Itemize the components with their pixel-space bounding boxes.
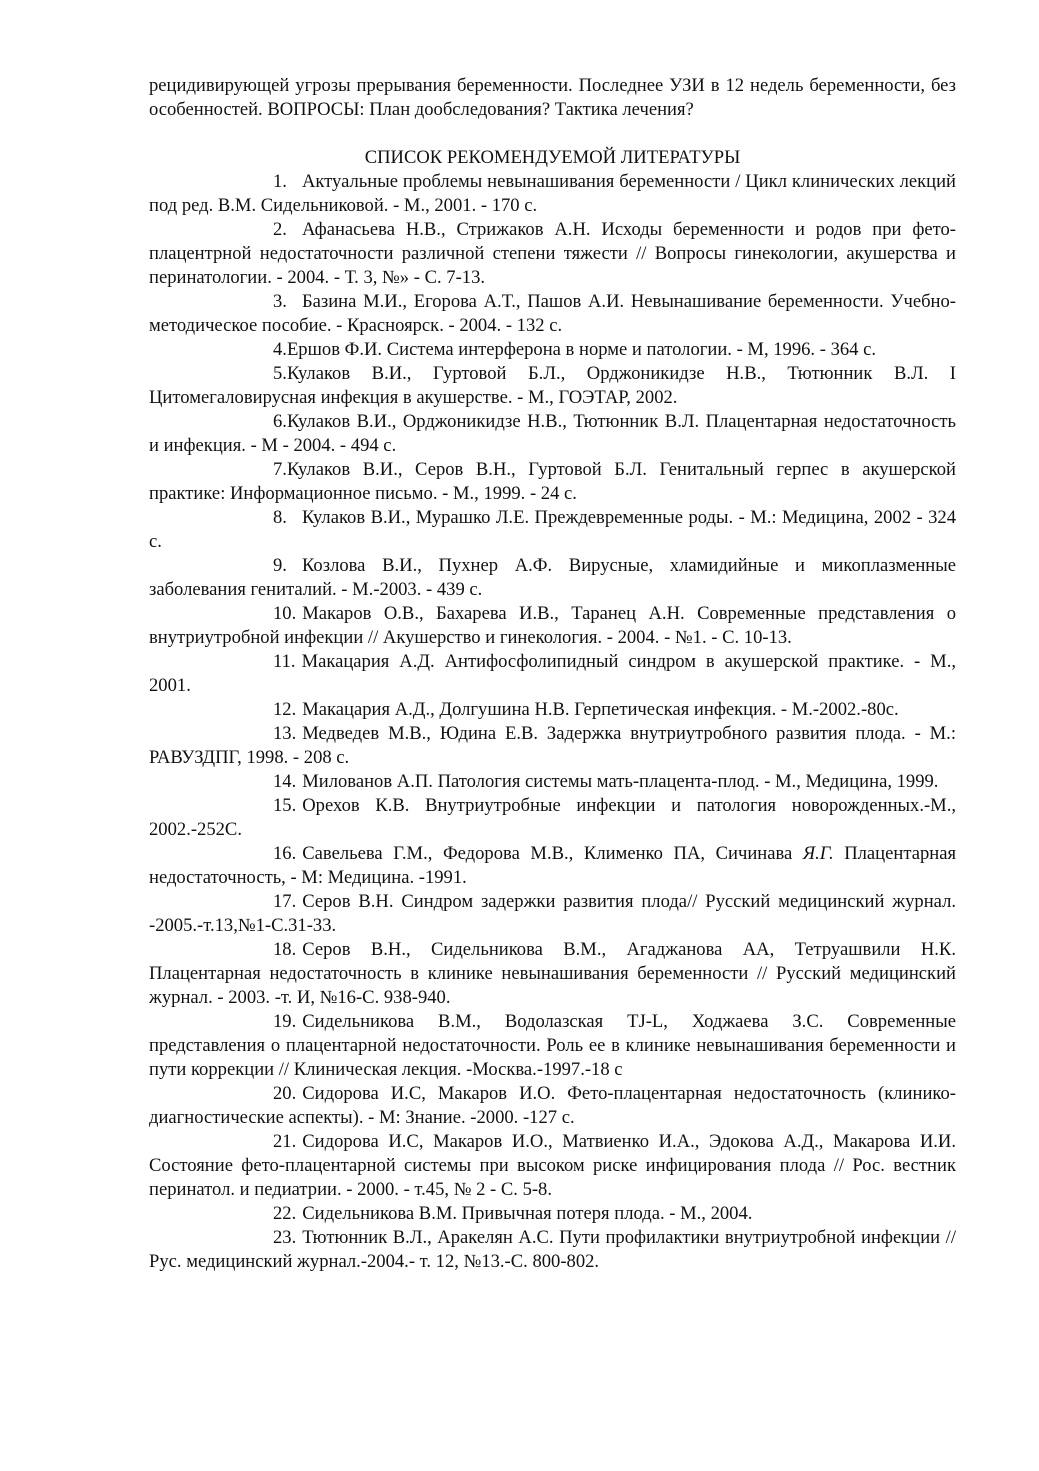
reference-item-1	[149, 170, 956, 218]
reference-text: Орехов К.В. Внутриутробные инфекции и патология новорожденных.-М., 2002.-252С.	[149, 795, 956, 840]
reference-text: Ершов Ф.И. Система интерферона в норме и патологии. - М, 1996. - 364 с.	[286, 339, 877, 360]
reference-number: 6.	[273, 411, 287, 432]
reference-number: 15.	[273, 795, 297, 816]
reference-text: Сидорова И.С, Макаров И.О., Матвиенко И.А., Эдокова А.Д., Макарова И.И. Состояние фето-плацентарной системы при высоком риске инфицирования плода // Рос. вестник перинатол. и педиатрии. - 2000. - т.45, № 2 - С. 5-8.	[149, 1131, 956, 1200]
reference-item-23	[149, 1226, 956, 1274]
reference-text: Сидорова И.С, Макаров И.О. Фето-плацентарная недостаточность (клинико-диагностические аспекты). - М: Знание. -2000. -127 с.	[149, 1083, 956, 1128]
reference-text: Серов В.Н. Синдром задержки развития плода// Русский медицинский журнал. -2005.-т.13,№1-С.31-33.	[149, 891, 956, 936]
reference-text: Макацария А.Д., Долгушина Н.В. Герпетическая инфекция. - М.-2002.-80с.	[302, 699, 899, 720]
reference-number: 22.	[273, 1203, 297, 1224]
reference-item-4	[149, 338, 956, 362]
reference-text: Савельева Г.М., Федорова М.В., Клименко ПА, Сичинава	[302, 843, 803, 864]
reference-text: Козлова В.И., Пухнер А.Ф. Вирусные, хламидийные и микоплазменные заболевания гениталий. - М.-2003. - 439 с.	[149, 555, 956, 600]
reference-number: 23.	[273, 1227, 297, 1248]
reference-text: Кулаков В.И., Гуртовой Б.Л., Орджоникидзе Н.В., Тютюнник В.Л. I Цитомегаловирусная инфекция в акушерстве. - М., ГОЭТАР, 2002.	[149, 363, 956, 408]
reference-item-11	[149, 650, 956, 698]
reference-item-2	[149, 218, 956, 290]
reference-item-19	[149, 1010, 956, 1082]
reference-item-22	[149, 1202, 956, 1226]
reference-item-13	[149, 722, 956, 770]
reference-number: 16.	[273, 843, 297, 864]
reference-text: Тютюнник В.Л., Аракелян А.С. Пути профилактики внутриутробной инфекции // Рус. медицинский журнал.-2004.- т. 12, №13.-С. 800-802.	[149, 1227, 956, 1272]
reference-text: Серов В.Н., Сидельникова В.М., Агаджанова АА, Тетруашвили Н.К. Плацентарная недостаточность в клинике невынашивания беременности // Русский медицинский журнал. - 2003. -т. И, №16-С. 938-940.	[149, 939, 956, 1008]
reference-number: 11.	[273, 651, 296, 672]
reference-number: 7.	[273, 459, 287, 480]
reference-number: 12.	[273, 699, 297, 720]
reference-number: 1.	[273, 171, 287, 192]
reference-text: Кулаков В.И., Орджоникидзе Н.В., Тютюнник В.Л. Плацентарная недостаточность и инфекция. - М - 2004. - 494 с.	[149, 411, 956, 456]
reference-item-12	[149, 698, 956, 722]
reference-text: Актуальные проблемы невынашивания беременности / Цикл клинических лекций под ред. В.М. Сидельниковой. - М., 2001. - 170 с.	[149, 171, 956, 216]
reference-text: Милованов А.П. Патология системы мать-плацента-плод. - М., Медицина, 1999.	[302, 771, 939, 792]
reference-number: 20.	[273, 1083, 297, 1104]
reference-number: 17.	[273, 891, 297, 912]
reference-text: Кулаков В.И., Серов В.Н., Гуртовой Б.Л. Генитальный герпес в акушерской практике: Информационное письмо. - М., 1999. - 24 с.	[149, 459, 956, 504]
reference-item-17	[149, 890, 956, 938]
reference-number: 18.	[273, 939, 297, 960]
reference-number: 8.	[273, 507, 287, 528]
document-page	[149, 74, 956, 1274]
references-heading: СПИСОК РЕКОМЕНДУЕМОЙ ЛИТЕРАТУРЫ	[364, 147, 741, 168]
reference-item-5	[149, 362, 956, 410]
reference-text: Плацентарная недостаточность, - М: Медицина. -1991.	[149, 843, 956, 888]
reference-text: Базина М.И., Егорова А.Т., Пашов А.И. Невынашивание беременности. Учебно-методическое пособие. - Красноярск. - 2004. - 132 с.	[149, 291, 956, 336]
reference-number: 19.	[273, 1011, 297, 1032]
reference-number: 10.	[273, 603, 297, 624]
reference-text: Макацария А.Д. Антифосфолипидный синдром в акушерской практике. - М., 2001.	[149, 651, 956, 696]
reference-text: Кулаков В.И., Мурашко Л.Е. Преждевременные роды. - М.: Медицина, 2002 - 324 с.	[149, 507, 956, 552]
reference-item-3	[149, 290, 956, 338]
reference-number: 21.	[273, 1131, 297, 1152]
reference-text: Сидельникова В.М., Водолазская TJ-L, Ходжаева З.С. Современные представления о плацентарной недостаточности. Роль ее в клинике невынашивания беременности и пути коррекции // Клиническая лекция. -Москва.-1997.-18 с	[149, 1011, 956, 1080]
reference-item-10	[149, 602, 956, 650]
reference-text: Макаров О.В., Бахарева И.В., Таранец А.Н. Современные представления о внутриутробной инфекции // Акушерство и гинекология. - 2004. - №1. - С. 10-13.	[149, 603, 956, 648]
reference-item-6	[149, 410, 956, 458]
reference-item-9	[149, 554, 956, 602]
reference-item-21	[149, 1130, 956, 1202]
reference-text: Афанасьева Н.В., Стрижаков А.Н. Исходы беременности и родов при фето-плацентрной недостаточности различной степени тяжести // Вопросы гинекологии, акушерства и перинатологии. - 2004. - Т. 3, №» - С. 7-13.	[149, 219, 956, 288]
reference-text-italic: Я.Г.	[802, 843, 834, 864]
reference-number: 14.	[273, 771, 297, 792]
reference-text: Медведев М.В., Юдина Е.В. Задержка внутриутробного развития плода. - М.: РАВУЗДПГ, 1998. - 208 с.	[149, 723, 956, 768]
reference-text: Сидельникова В.М. Привычная потеря плода. - М., 2004.	[302, 1203, 753, 1224]
reference-number: 2.	[273, 219, 287, 240]
reference-number: 4.	[273, 339, 287, 360]
reference-number: 13.	[273, 723, 297, 744]
reference-number: 3.	[273, 291, 287, 312]
reference-item-8	[149, 506, 956, 554]
reference-item-16	[149, 842, 956, 890]
reference-item-15	[149, 794, 956, 842]
reference-item-7	[149, 458, 956, 506]
reference-item-14	[149, 770, 956, 794]
reference-number: 5.	[273, 363, 287, 384]
intro-paragraph: рецидивирующей угрозы прерывания беременности. Последнее УЗИ в 12 недель беременности, без особенностей. ВОПРОСЫ: План дообследования? Тактика лечения?	[149, 75, 956, 120]
reference-item-20	[149, 1082, 956, 1130]
reference-number: 9.	[273, 555, 287, 576]
reference-item-18	[149, 938, 956, 1010]
